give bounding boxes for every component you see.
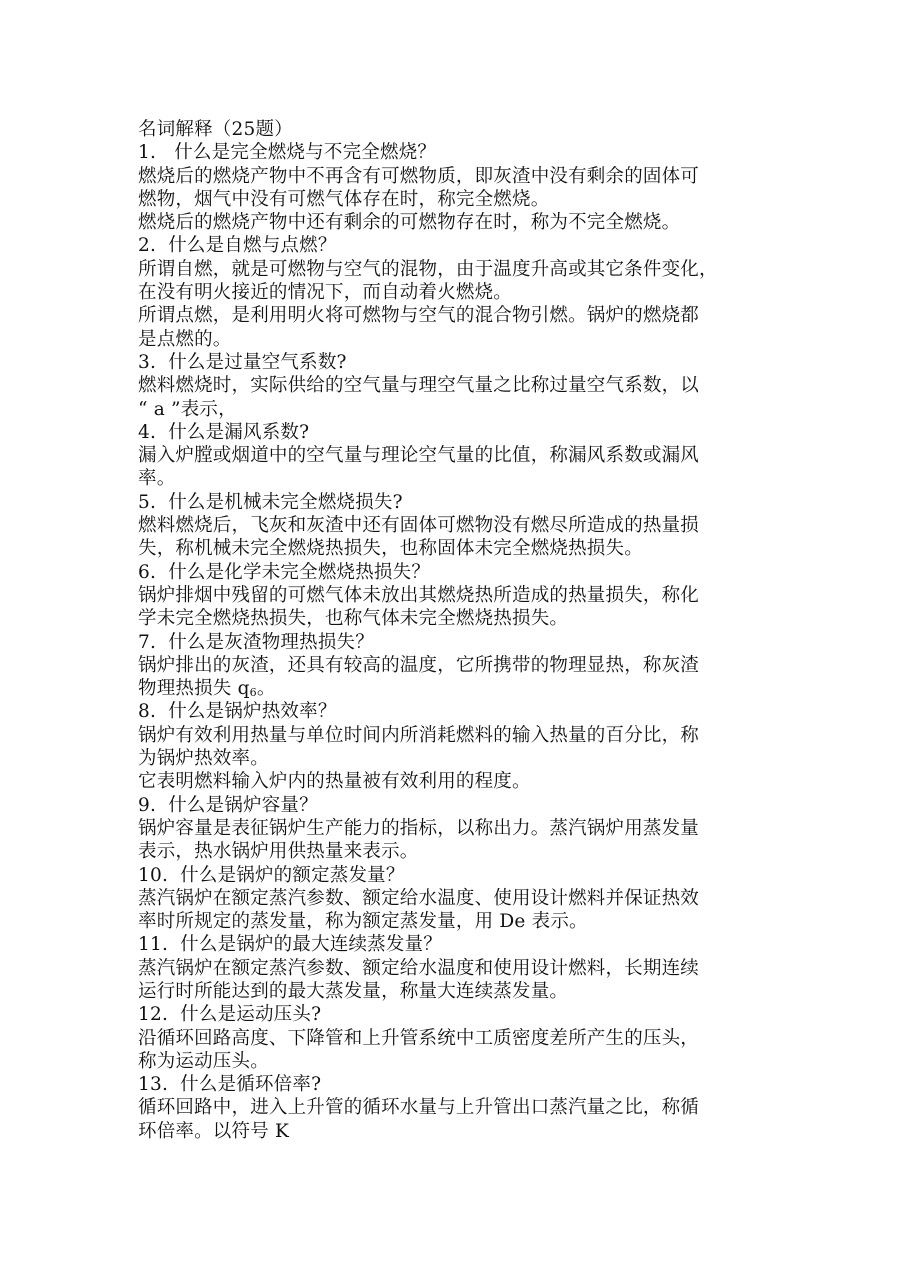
answer-line: 漏入炉膛或烟道中的空气量与理论空气量的比值，称漏风系数或漏风 [138, 445, 700, 467]
answer-text-tail: 。 [256, 678, 276, 700]
answer-line: 沿循环回路高度、下降管和上升管系统中工质密度差所产生的压头， [138, 1027, 700, 1049]
answer-line: 运行时所能达到的最大蒸发量，称量大连续蒸发量。 [138, 980, 569, 1002]
question-line: 9. 什么是锅炉容量？ [138, 794, 318, 816]
answer-line: 燃烧后的燃烧产物中还有剩余的可燃物存在时，称为不完全燃烧。 [138, 212, 681, 234]
answer-line: 称为运动压头。 [138, 1050, 269, 1072]
answer-line: 燃物，烟气中没有可燃气体存在时，称完全燃烧。 [138, 188, 550, 210]
answer-line: 循环回路中，进入上升管的循环水量与上升管出口蒸汽量之比，称循 [138, 1097, 700, 1119]
answer-line: 燃料燃烧时，实际供给的空气量与理空气量之比称过量空气系数，以 [138, 375, 700, 397]
question-line: 11. 什么是锅炉的最大连续蒸发量？ [138, 934, 442, 956]
document-lines [138, 141, 768, 1143]
answer-line: 所谓自燃，就是可燃物与空气的混物，由于温度升高或其它条件变化， [138, 258, 718, 280]
document-body [138, 118, 768, 1143]
document-heading: 名词解释（25题） [138, 119, 293, 140]
question-line: 1. 什么是完全燃烧与不完全燃烧？ [138, 142, 437, 164]
question-line: 3. 什么是过量空气系数? [138, 351, 347, 373]
answer-line: 所谓点燃，是利用明火将可燃物与空气的混合物引燃。锅炉的燃烧都 [138, 305, 700, 327]
answer-line: 它表明燃料输入炉内的热量被有效利用的程度。 [138, 771, 531, 793]
answer-line: 锅炉有效利用热量与单位时间内所消耗燃料的输入热量的百分比，称 [138, 724, 700, 746]
answer-line: 蒸汽锅炉在额定蒸汽参数、额定给水温度、使用设计燃料并保证热效 [138, 887, 700, 909]
answer-line: 燃料燃烧后，飞灰和灰渣中还有固体可燃物没有燃尽所造成的热量损 [138, 515, 700, 537]
answer-line: 燃烧后的燃烧产物中不再含有可燃物质，即灰渣中没有剩余的固体可 [138, 165, 700, 187]
answer-line [138, 677, 768, 700]
answer-line: 锅炉容量是表征锅炉生产能力的指标，以称出力。蒸汽锅炉用蒸发量 [138, 817, 700, 839]
question-line: 2. 什么是自燃与点燃？ [138, 235, 337, 257]
answer-line: 学未完全燃烧热损失，也称气体未完全燃烧热损失。 [138, 608, 569, 630]
question-line: 10. 什么是锅炉的额定蒸发量？ [138, 864, 405, 886]
question-line: 8. 什么是锅炉热效率？ [138, 701, 337, 723]
answer-line: 蒸汽锅炉在额定蒸汽参数、额定给水温度和使用设计燃料，长期连续 [138, 957, 700, 979]
answer-line: “ a ”表示， [138, 398, 237, 420]
answer-line: 失，称机械未完全燃烧热损失，也称固体未完全燃烧热损失。 [138, 538, 643, 560]
answer-line: 锅炉排烟中残留的可燃气体未放出其燃烧热所造成的热量损失，称化 [138, 584, 700, 606]
answer-text: 物理热损失 q [138, 678, 250, 700]
question-line: 12. 什么是运动压头? [138, 1004, 322, 1026]
answer-line: 在没有明火接近的情况下，而自动着火燃烧。 [138, 282, 513, 304]
question-line: 5. 什么是机械未完全燃烧损失? [138, 491, 403, 513]
question-line: 6. 什么是化学未完全燃烧热损失？ [138, 561, 431, 583]
answer-line: 表示，热水锅炉用供热量来表示。 [138, 841, 419, 863]
answer-line: 率时所规定的蒸发量，称为额定蒸发量，用 De 表示。 [138, 911, 588, 933]
answer-line: 是点燃的。 [138, 328, 232, 350]
question-line: 13. 什么是循环倍率? [138, 1074, 322, 1096]
question-line: 4. 什么是漏风系数? [138, 421, 310, 443]
answer-line: 为锅炉热效率。 [138, 748, 269, 770]
answer-line: 环倍率。以符号 K [138, 1120, 290, 1142]
answer-line: 率。 [138, 468, 176, 490]
answer-line: 锅炉排出的灰渣，还具有较高的温度，它所携带的物理显热，称灰渣 [138, 654, 700, 676]
question-line: 7. 什么是灰渣物理热损失？ [138, 631, 374, 653]
subscript: 6 [249, 686, 257, 700]
